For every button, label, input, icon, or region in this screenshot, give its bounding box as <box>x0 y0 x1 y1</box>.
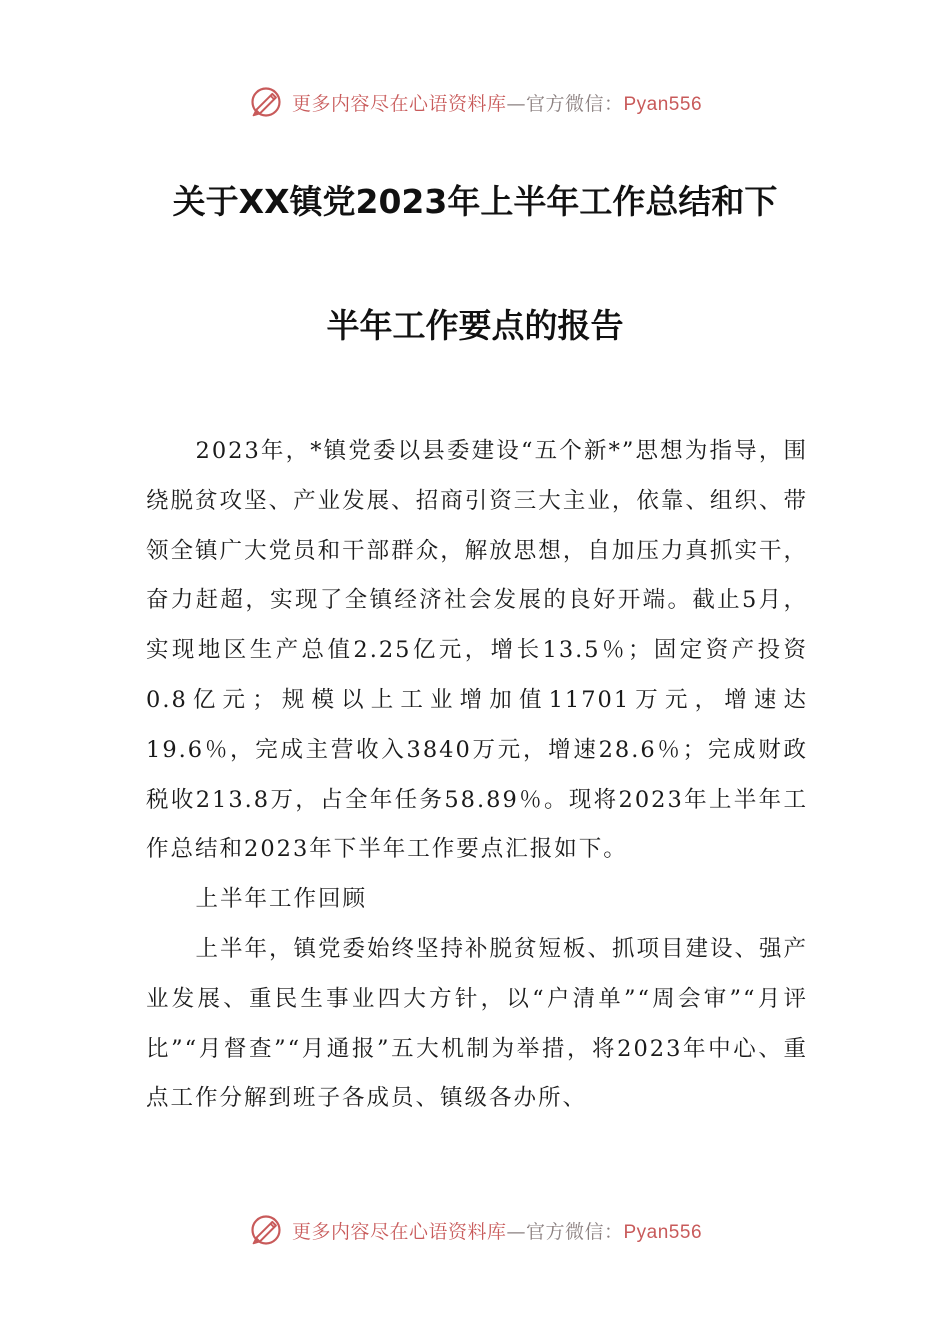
footer-watermark <box>0 1208 950 1252</box>
pen-logo-icon <box>248 84 284 120</box>
watermark-text <box>292 89 702 116</box>
header-watermark <box>0 80 950 124</box>
watermark-text <box>292 1217 702 1244</box>
section-heading-review: 上半年工作回顾 <box>195 886 368 913</box>
watermark-official: 官方微信： <box>525 1220 624 1243</box>
pen-logo-icon <box>248 1212 284 1248</box>
paragraph-intro: 2023年，*镇党委以县委建设“五个新*”思想为指导，围绕脱贫攻坚、产业发展、招商引资三大主业，依靠、组织、带领全镇广大党员和干部群众，解放思想，自加压力真抓实干，奋力赶超，实现了全镇经济社会发展的良好开端。截止5月，实现地区生产总值2.25亿元，增长13.5％；固定资产投资0.8亿元；规模以上工业增加值11701万元，增速达19.6％，完成主营收入3840万元，增速28.6％；完成财政税收213.8万，占全年任务58.89％。现将2023年上半年工作总结和2023年下半年工作要点汇报如下。 <box>146 438 808 863</box>
watermark-separator: — <box>506 1220 526 1243</box>
document-body <box>146 427 808 1124</box>
document-title-line-2: 半年工作要点的报告 <box>326 306 624 345</box>
watermark-separator: — <box>506 92 526 115</box>
paragraph-review: 上半年，镇党委始终坚持补脱贫短板、抓项目建设、强产业发展、重民生事业四大方针，以“户清单”“周会审”“月评比”“月督查”“月通报”五大机制为举措，将2023年中心、重点工作分解到班子各成员、镇级各办所、 <box>146 935 809 1112</box>
watermark-wechat-id: Pyan556 <box>623 93 703 115</box>
watermark-main: 更多内容尽在心语资料库 <box>291 1220 507 1243</box>
watermark-official: 官方微信： <box>525 92 624 115</box>
watermark-wechat-id: Pyan556 <box>623 1221 703 1243</box>
document-title-line-1: 关于XX镇党2023年上半年工作总结和下 <box>172 182 778 221</box>
watermark-main: 更多内容尽在心语资料库 <box>291 92 507 115</box>
